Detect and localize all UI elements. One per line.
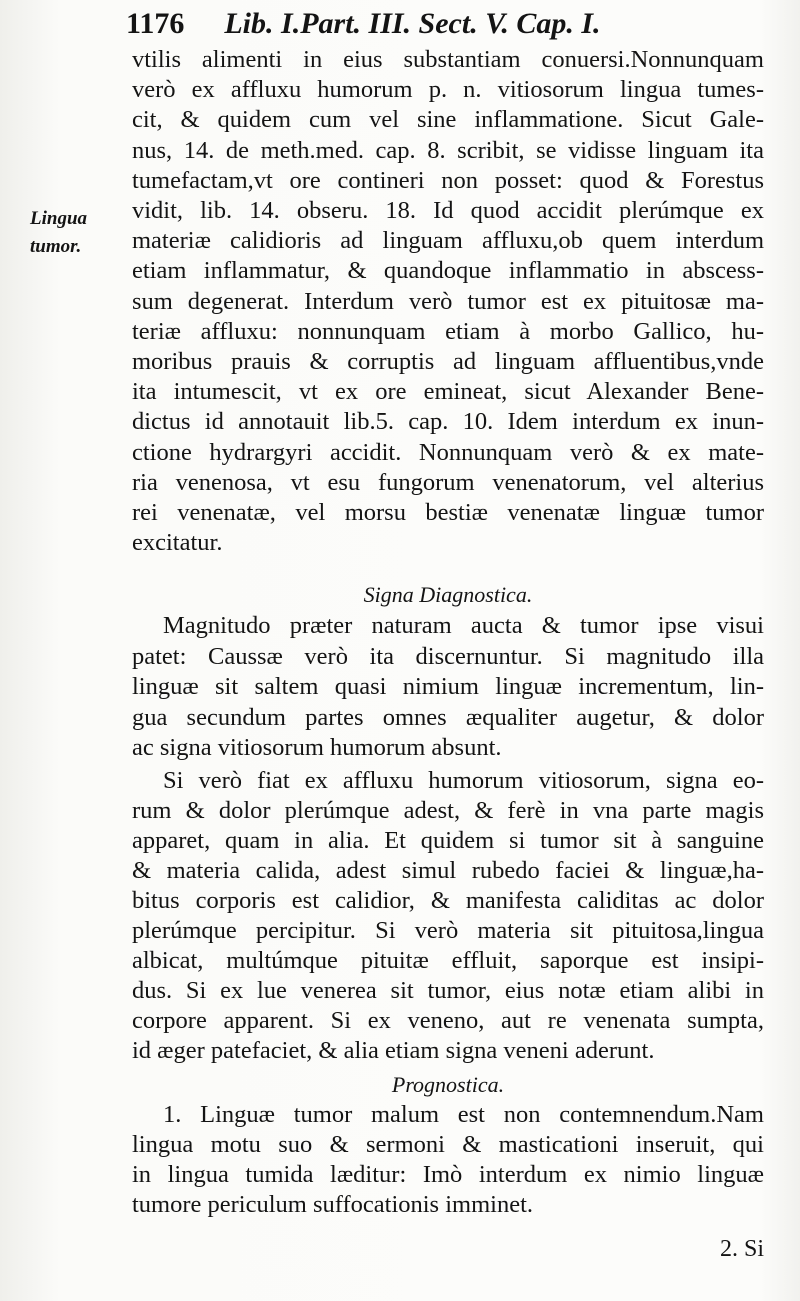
paragraph3-line: albicat, multúmque pituitæ effluit, saporque est insipi-: [132, 947, 764, 974]
paragraph1-line: cit, & quidem cum vel sine inflammatione. Sicut Gale-: [132, 106, 764, 134]
paragraph1-line: excitatur.: [132, 529, 223, 557]
paragraph1-line: rei venenatæ, vel morsu bestiæ venenatæ linguæ tumor: [132, 499, 764, 526]
paragraph1-line: materiæ calidioris ad linguam affluxu,ob quem interdum: [132, 227, 764, 255]
paragraph4-line: tumore periculum suffocationis imminet.: [132, 1191, 533, 1218]
heading-prognostica: Prognostica.: [391, 1072, 505, 1097]
paragraph1-line: vidit, lib. 14. obseru. 18. Id quod accidit plerúmque ex: [132, 197, 764, 224]
paragraph2-line: gua secundum partes omnes æqualiter augetur, & dolor: [132, 703, 764, 731]
paragraph1-line: sum degenerat. Interdum verò tumor est ex pituitosæ ma-: [132, 287, 764, 315]
paragraph2-line: Magnitudo præter naturam aucta & tumor ipse visui: [163, 612, 764, 639]
paragraph3-line: plerúmque percipitur. Si verò materia sit pituitosa,lingua: [132, 917, 764, 944]
paragraph2-line: linguæ sit saltem quasi nimium linguæ incrementum, lin-: [132, 673, 764, 701]
paragraph1-line: dictus id annotauit lib.5. cap. 10. Idem interdum ex inun-: [132, 408, 764, 436]
paragraph3-line: Si verò fiat ex affluxu humorum vitiosorum, signa eo-: [163, 767, 764, 794]
paragraph2-line: ac signa vitiosorum humorum absunt.: [132, 734, 502, 762]
paragraph1-line: teriæ affluxu: nonnunquam etiam à morbo Gallico, hu-: [132, 317, 764, 345]
paragraph3-line: apparet, quam in alia. Et quidem si tumor sit à sanguine: [132, 827, 764, 854]
margin-note-lingua: Lingua: [30, 208, 88, 229]
paragraph3-line: & materia calida, adest simul rubedo faciei & linguæ,ha-: [132, 857, 764, 884]
paragraph1-line: moribus prauis & corruptis ad linguam affluentibus,vnde: [132, 348, 764, 375]
paragraph3-line: corpore apparent. Si ex veneno, aut re venenata sumpta,: [132, 1007, 764, 1034]
paragraph1-line: etiam inflammatur, & quandoque inflammatio in abscess-: [132, 257, 764, 285]
paragraph3-line: id æger patefaciet, & alia etiam signa veneni aderunt.: [132, 1037, 655, 1064]
running-header: [126, 6, 756, 42]
paragraph1-line: ita intumescit, vt ex ore emineat, sicut Alexander Bene-: [132, 378, 764, 406]
running-title: Lib. I.Part. III. Sect. V. Cap. I.: [224, 7, 601, 40]
paragraph4-line: 1. Linguæ tumor malum est non contemnendum.Nam: [163, 1101, 764, 1128]
paragraph1-line: nus, 14. de meth.med. cap. 8. scribit, se vidisse linguam ita: [132, 136, 764, 164]
paragraph1-line: ria venenosa, vt esu fungorum venenatorum, vel alterius: [132, 468, 764, 496]
heading-signa-diagnostica: Signa Diagnostica.: [363, 582, 533, 607]
margin-note-tumor: tumor.: [30, 236, 82, 257]
paragraph1-line: vtilis alimenti in eius substantiam conuersi.Nonnunquam: [132, 46, 764, 73]
catchword: 2. Si: [719, 1236, 764, 1262]
paragraph3-line: rum & dolor plerúmque adest, & ferè in vna parte magis: [132, 797, 764, 824]
page-number: 1176: [126, 7, 185, 40]
paragraph3-line: bitus corporis est calidior, & manifesta caliditas ac dolor: [132, 887, 764, 914]
paragraph1-line: verò ex affluxu humorum p. n. vitiosorum lingua tumes-: [132, 76, 764, 104]
paragraph4-line: lingua motu suo & sermoni & masticationi inseruit, qui: [132, 1131, 764, 1158]
paragraph3-line: dus. Si ex lue venerea sit tumor, eius notæ etiam alibi in: [132, 977, 764, 1004]
paragraph1-line: ctione hydrargyri accidit. Nonnunquam verò & ex mate-: [132, 438, 764, 466]
paragraph2-line: patet: Caussæ verò ita discernuntur. Si magnitudo illa: [132, 642, 764, 670]
paragraph4-line: in lingua tumida læditur: Imò interdum ex nimio linguæ: [132, 1161, 764, 1188]
paragraph1-line: tumefactam,vt ore contineri non posset: quod & Forestus: [132, 166, 764, 194]
